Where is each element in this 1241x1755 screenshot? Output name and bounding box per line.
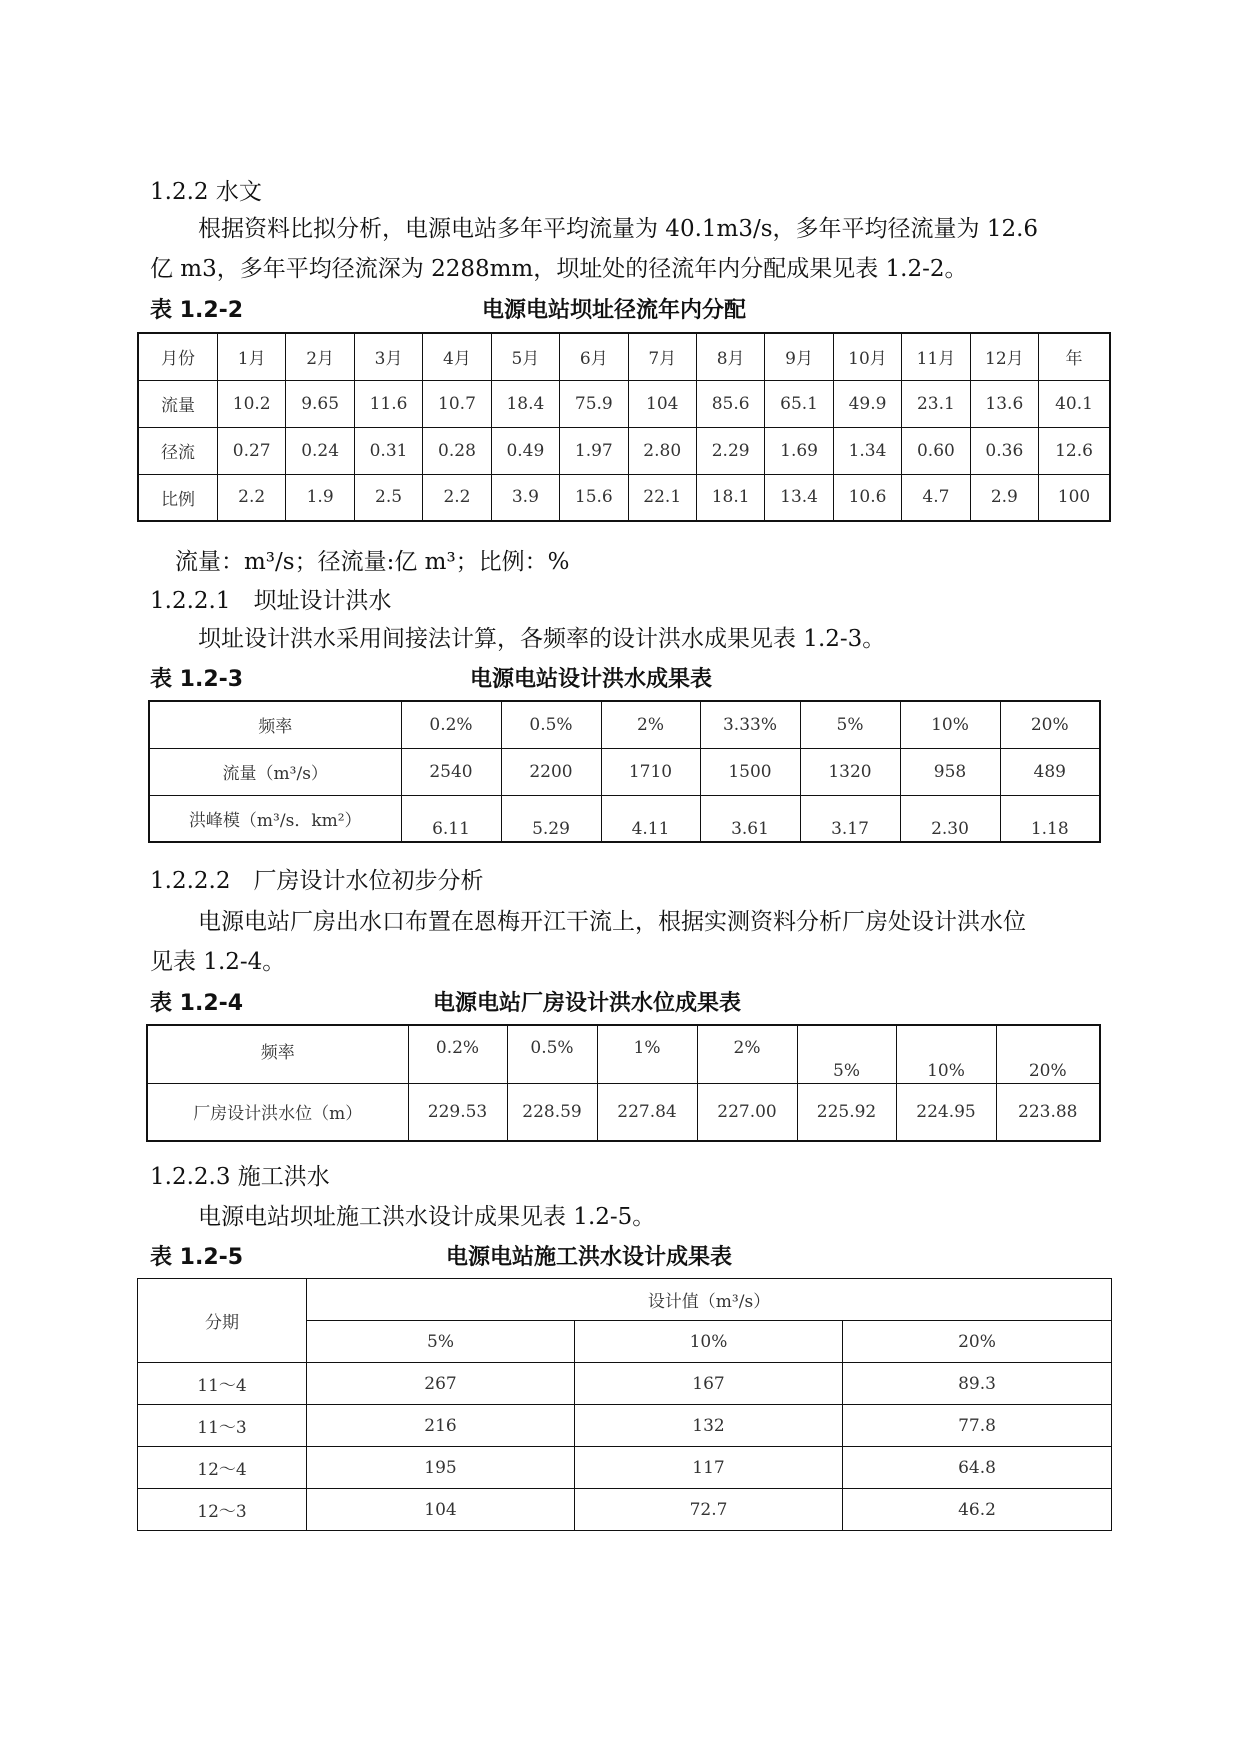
table-cell: 104 (307, 1489, 575, 1531)
table-cell: 229.53 (408, 1083, 507, 1141)
hydrology-paragraph-line2: 亿 m3，多年平均径流深为 2288mm，坝址处的径流年内分配成果见表 1.2-2。 (150, 256, 968, 282)
table-1-2-5-label: 表 1.2-5 (150, 1245, 244, 1270)
table-cell: 267 (307, 1363, 575, 1405)
table-cell: 4.7 (902, 474, 970, 521)
column-header-cell: 10% (896, 1025, 996, 1083)
column-header-cell: 0.2% (401, 701, 501, 748)
table-cell: 2.30 (900, 795, 1000, 842)
table-cell: 225.92 (797, 1083, 896, 1141)
column-header-cell: 9月 (765, 333, 833, 380)
table-cell: 49.9 (833, 380, 901, 427)
column-header-cell: 0.5% (501, 701, 601, 748)
table-header-row (149, 701, 1100, 748)
table-row (149, 748, 1100, 795)
column-header-cell: 0.5% (507, 1025, 597, 1083)
construction-flood-table (137, 1278, 1112, 1531)
row-header-cell: 12～3 (138, 1489, 307, 1531)
table-cell: 0.49 (491, 427, 559, 474)
column-header-cell: 3月 (354, 333, 422, 380)
table-cell: 89.3 (843, 1363, 1112, 1405)
design-flood-heading: 1.2.2.1 坝址设计洪水 (150, 588, 392, 614)
column-header-cell: 12月 (970, 333, 1038, 380)
row-header-cell: 径流 (138, 427, 217, 474)
table-1-2-4-title: 电源电站厂房设计洪水位成果表 (433, 991, 742, 1016)
table-cell: 3.17 (800, 795, 900, 842)
table-row (138, 474, 1110, 521)
design-flood-table (148, 700, 1101, 843)
table-row (149, 795, 1100, 842)
column-header-cell: 年 (1039, 333, 1110, 380)
table-cell: 227.00 (697, 1083, 797, 1141)
table-cell: 104 (628, 380, 696, 427)
table-cell: 223.88 (996, 1083, 1100, 1141)
table-cell: 65.1 (765, 380, 833, 427)
table-row (138, 380, 1110, 427)
frequency-header-cell: 10% (575, 1321, 843, 1363)
table-cell: 958 (900, 748, 1000, 795)
table-cell: 2.2 (423, 474, 491, 521)
design-flood-paragraph: 坝址设计洪水采用间接法计算，各频率的设计洪水成果见表 1.2-3。 (198, 626, 886, 652)
table-cell: 64.8 (843, 1447, 1112, 1489)
period-header-cell: 分期 (138, 1279, 307, 1363)
table-cell: 6.11 (401, 795, 501, 842)
table-header-row (147, 1025, 1100, 1083)
table-cell: 11.6 (354, 380, 422, 427)
plant-level-paragraph-line2: 见表 1.2-4。 (150, 949, 286, 975)
table-cell: 72.7 (575, 1489, 843, 1531)
table-cell: 4.11 (601, 795, 700, 842)
column-header-cell: 20% (996, 1025, 1100, 1083)
column-header-cell: 2% (697, 1025, 797, 1083)
table-1-2-2-title: 电源电站坝址径流年内分配 (482, 298, 747, 323)
column-header-cell: 1月 (217, 333, 285, 380)
row-header-cell: 12～4 (138, 1447, 307, 1489)
row-header-cell: 11～4 (138, 1363, 307, 1405)
table-cell: 1710 (601, 748, 700, 795)
row-header-cell: 比例 (138, 474, 217, 521)
table-cell: 23.1 (902, 380, 970, 427)
table-cell: 2.5 (354, 474, 422, 521)
column-header-cell: 2月 (286, 333, 354, 380)
column-header-cell: 10月 (833, 333, 901, 380)
table-row (138, 1363, 1112, 1405)
table-cell: 1.34 (833, 427, 901, 474)
table-cell: 2.2 (217, 474, 285, 521)
table-cell: 100 (1039, 474, 1110, 521)
column-header-cell: 2% (601, 701, 700, 748)
table-cell: 12.6 (1039, 427, 1110, 474)
table-cell: 0.31 (354, 427, 422, 474)
table-cell: 22.1 (628, 474, 696, 521)
table-cell: 15.6 (560, 474, 628, 521)
table-cell: 5.29 (501, 795, 601, 842)
plant-level-paragraph-line1: 电源电站厂房出水口布置在恩梅开江干流上，根据实测资料分析厂房处设计洪水位 (198, 909, 1026, 935)
table-cell: 2200 (501, 748, 601, 795)
table-cell: 0.36 (970, 427, 1038, 474)
table-cell: 1.18 (1000, 795, 1100, 842)
column-header-cell: 6月 (560, 333, 628, 380)
table-cell: 40.1 (1039, 380, 1110, 427)
row-header-cell: 11～3 (138, 1405, 307, 1447)
table-cell: 0.24 (286, 427, 354, 474)
table-1-2-4-label: 表 1.2-4 (150, 991, 244, 1016)
table-1-2-2-label: 表 1.2-2 (150, 298, 244, 323)
row-header-cell: 洪峰模（m³/s．km²） (149, 795, 401, 842)
table-cell: 224.95 (896, 1083, 996, 1141)
frequency-header-cell: 20% (843, 1321, 1112, 1363)
table-cell: 167 (575, 1363, 843, 1405)
table-cell: 0.28 (423, 427, 491, 474)
table-cell: 1.97 (560, 427, 628, 474)
column-header-cell: 5% (797, 1025, 896, 1083)
table-row (138, 427, 1110, 474)
column-header-cell: 20% (1000, 701, 1100, 748)
row-header-cell: 流量 (138, 380, 217, 427)
column-header-cell: 1% (597, 1025, 697, 1083)
table-row (138, 1405, 1112, 1447)
hydrology-heading: 1.2.2 水文 (150, 179, 262, 205)
table-cell: 9.65 (286, 380, 354, 427)
table-cell: 2540 (401, 748, 501, 795)
table-cell: 18.1 (696, 474, 764, 521)
design-value-header-cell: 设计值（m³/s） (307, 1279, 1112, 1321)
table-cell: 10.7 (423, 380, 491, 427)
column-header-cell: 4月 (423, 333, 491, 380)
column-header-cell: 5月 (491, 333, 559, 380)
table-cell: 0.60 (902, 427, 970, 474)
table-cell: 18.4 (491, 380, 559, 427)
column-header-cell: 3.33% (700, 701, 800, 748)
frequency-header-cell: 5% (307, 1321, 575, 1363)
plant-flood-level-table (146, 1024, 1101, 1142)
table-1-2-3-title: 电源电站设计洪水成果表 (470, 667, 713, 692)
column-header-cell: 8月 (696, 333, 764, 380)
hydrology-paragraph-line1: 根据资料比拟分析，电源电站多年平均流量为 40.1m3/s，多年平均径流量为 12.6 (198, 216, 1039, 242)
table-row (147, 1083, 1100, 1141)
table-cell: 10.2 (217, 380, 285, 427)
column-header-cell: 5% (800, 701, 900, 748)
construction-paragraph: 电源电站坝址施工洪水设计成果见表 1.2-5。 (198, 1204, 656, 1230)
table-cell: 1.69 (765, 427, 833, 474)
table-cell: 46.2 (843, 1489, 1112, 1531)
table-header-row (138, 333, 1110, 380)
table-1-2-3-label: 表 1.2-3 (150, 667, 244, 692)
table-cell: 2.80 (628, 427, 696, 474)
table-1-2-2-unit-note: 流量：m³/s；径流量:亿 m³；比例：% (175, 549, 570, 575)
table-cell: 132 (575, 1405, 843, 1447)
table-cell: 10.6 (833, 474, 901, 521)
table-cell: 3.61 (700, 795, 800, 842)
table-cell: 195 (307, 1447, 575, 1489)
table-cell: 227.84 (597, 1083, 697, 1141)
column-header-cell: 7月 (628, 333, 696, 380)
table-row (138, 1447, 1112, 1489)
column-header-cell: 月份 (138, 333, 217, 380)
row-header-cell: 流量（m³/s） (149, 748, 401, 795)
table-cell: 1.9 (286, 474, 354, 521)
table-cell: 13.4 (765, 474, 833, 521)
column-header-cell: 频率 (147, 1025, 408, 1083)
table-cell: 75.9 (560, 380, 628, 427)
table-cell: 228.59 (507, 1083, 597, 1141)
table-cell: 1500 (700, 748, 800, 795)
table-cell: 0.27 (217, 427, 285, 474)
column-header-cell: 频率 (149, 701, 401, 748)
table-cell: 489 (1000, 748, 1100, 795)
table-row (138, 1489, 1112, 1531)
row-header-cell: 厂房设计洪水位（m） (147, 1083, 408, 1141)
plant-level-heading: 1.2.2.2 厂房设计水位初步分析 (150, 868, 484, 894)
column-header-cell: 0.2% (408, 1025, 507, 1083)
table-cell: 13.6 (970, 380, 1038, 427)
table-cell: 85.6 (696, 380, 764, 427)
table-1-2-5-title: 电源电站施工洪水设计成果表 (446, 1245, 733, 1270)
table-cell: 2.29 (696, 427, 764, 474)
table-cell: 1320 (800, 748, 900, 795)
table-cell: 117 (575, 1447, 843, 1489)
table-cell: 77.8 (843, 1405, 1112, 1447)
column-header-cell: 10% (900, 701, 1000, 748)
construction-heading: 1.2.2.3 施工洪水 (150, 1164, 330, 1190)
table-cell: 2.9 (970, 474, 1038, 521)
table-header-row (138, 1279, 1112, 1321)
table-cell: 216 (307, 1405, 575, 1447)
table-cell: 3.9 (491, 474, 559, 521)
column-header-cell: 11月 (902, 333, 970, 380)
runoff-distribution-table (137, 332, 1111, 522)
